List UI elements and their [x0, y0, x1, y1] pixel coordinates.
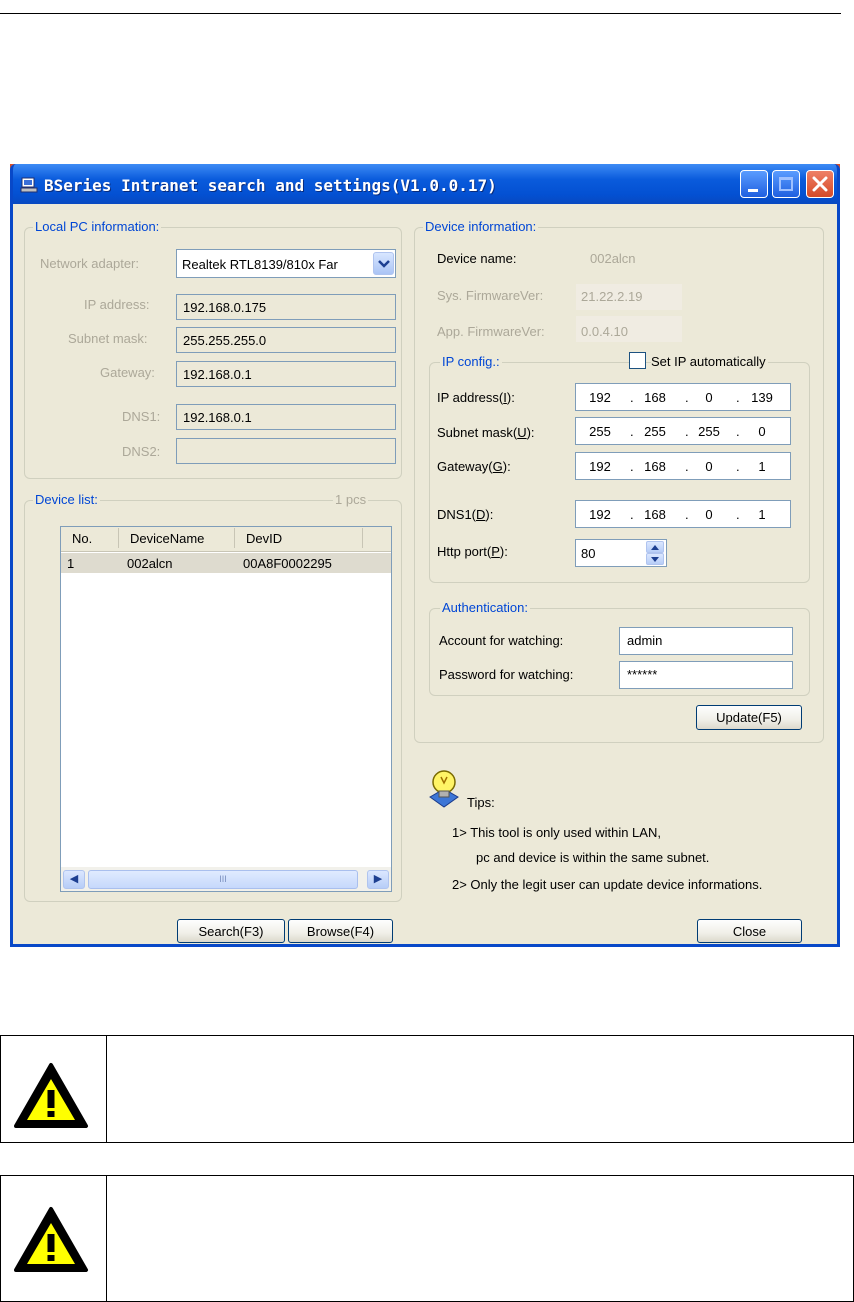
device-info-label: Device information:: [425, 219, 537, 234]
ip-dot: .: [736, 390, 740, 405]
close-window-button[interactable]: [806, 170, 834, 198]
network-adapter-select[interactable]: [176, 249, 396, 278]
ip-dot: .: [685, 507, 689, 522]
column-header-devid[interactable]: DevID: [246, 531, 283, 546]
ip-dot: .: [736, 507, 740, 522]
column-separator[interactable]: [118, 528, 119, 548]
ip-octet-1[interactable]: 192: [589, 390, 611, 405]
pc-subnet-field: 255.255.255.0: [176, 327, 396, 353]
minimize-icon: [748, 189, 758, 192]
page-top-rule: [0, 13, 841, 14]
scroll-thumb[interactable]: III: [88, 870, 358, 889]
dns1-octet-1[interactable]: 192: [589, 507, 611, 522]
ip-address-input[interactable]: [575, 383, 791, 411]
gateway-octet-2[interactable]: 168: [644, 459, 666, 474]
app-firmware-value: 0.0.4.10: [581, 324, 628, 339]
gateway-octet-1[interactable]: 192: [589, 459, 611, 474]
tips-line-2: pc and device is within the same subnet.: [476, 850, 710, 865]
subnet-octet-2[interactable]: 255: [644, 424, 666, 439]
gateway-input[interactable]: [575, 452, 791, 480]
close-icon: [812, 176, 828, 192]
maximize-button[interactable]: [772, 170, 800, 198]
http-port-input[interactable]: [575, 539, 667, 567]
port-spin-up-button[interactable]: [646, 541, 664, 553]
dns1-label: DNS1(D):: [437, 507, 494, 522]
ip-dot: .: [685, 390, 689, 405]
arrow-up-icon: [651, 544, 659, 550]
maximize-icon: [779, 177, 793, 191]
pc-subnet-label: Subnet mask:: [68, 331, 148, 346]
account-input[interactable]: admin: [619, 627, 793, 655]
row-devicename-cell: 002alcn: [127, 556, 173, 571]
network-adapter-label: Network adapter:: [40, 256, 139, 271]
ip-dot: .: [630, 459, 634, 474]
ip-dot: .: [736, 424, 740, 439]
warning-note-box: [0, 1175, 854, 1302]
device-name-value: 002alcn: [590, 251, 636, 266]
browse-button[interactable]: Browse(F4): [288, 919, 393, 943]
column-separator[interactable]: [362, 528, 363, 548]
subnet-mask-label: Subnet mask(U):: [437, 425, 535, 440]
subnet-mask-input[interactable]: [575, 417, 791, 445]
ip-dot: .: [630, 424, 634, 439]
ip-octet-3[interactable]: 0: [705, 390, 713, 405]
window-title: BSeries Intranet search and settings(V1.0.0.17): [44, 176, 497, 195]
sys-firmware-label: Sys. FirmwareVer:: [437, 288, 544, 303]
tips-line-1: 1> This tool is only used within LAN,: [452, 825, 661, 840]
port-spin-down-button[interactable]: [646, 553, 664, 565]
dns1-input[interactable]: [575, 500, 791, 528]
account-label: Account for watching:: [439, 633, 564, 648]
dns1-octet-4[interactable]: 1: [758, 507, 766, 522]
ip-dot: .: [630, 390, 634, 405]
app-computer-icon: [20, 176, 38, 194]
tips-title: Tips:: [467, 795, 495, 810]
pc-dns1-field: 192.168.0.1: [176, 404, 396, 430]
pc-dns1-label: DNS1:: [122, 409, 161, 424]
device-list-header: [61, 527, 391, 552]
password-input[interactable]: ******: [619, 661, 793, 689]
local-pc-group-label: Local PC information:: [35, 219, 160, 234]
arrow-down-icon: [651, 557, 659, 563]
network-adapter-value: Realtek RTL8139/810x Far: [182, 257, 338, 272]
sys-firmware-value: 21.22.2.19: [581, 289, 643, 304]
ip-dot: .: [630, 507, 634, 522]
dropdown-button[interactable]: [373, 252, 394, 275]
warning-note-box: [0, 1035, 854, 1143]
close-button[interactable]: Close: [697, 919, 802, 943]
ip-address-label: IP address(I):: [437, 390, 515, 405]
row-devid-cell: 00A8F0002295: [243, 556, 332, 571]
subnet-octet-1[interactable]: 255: [589, 424, 611, 439]
warning-triangle-icon: [13, 1206, 89, 1274]
table-row[interactable]: [61, 553, 391, 573]
update-button[interactable]: Update(F5): [696, 705, 802, 730]
device-list-view[interactable]: [60, 526, 392, 892]
ip-octet-2[interactable]: 168: [644, 390, 666, 405]
warning-box-divider: [106, 1175, 107, 1302]
pc-ip-label: IP address:: [84, 297, 150, 312]
subnet-octet-3[interactable]: 255: [698, 424, 720, 439]
tips-lightbulb-icon: [424, 767, 464, 811]
chevron-down-icon: [378, 259, 390, 269]
warning-triangle-icon: [13, 1062, 89, 1130]
warning-box-divider: [106, 1035, 107, 1143]
gateway-label: Gateway(G):: [437, 459, 511, 474]
tips-line-3: 2> Only the legit user can update device informations.: [452, 877, 763, 892]
set-ip-auto-label[interactable]: Set IP automatically: [651, 354, 766, 369]
ip-config-label: IP config.:: [442, 354, 500, 369]
scroll-right-button[interactable]: ▶: [367, 870, 389, 889]
column-header-no[interactable]: No.: [72, 531, 93, 546]
scroll-left-button[interactable]: ◀: [63, 870, 85, 889]
gateway-octet-4[interactable]: 1: [758, 459, 766, 474]
pc-gateway-label: Gateway:: [100, 365, 155, 380]
row-no-cell: 1: [67, 556, 75, 571]
authentication-label: Authentication:: [442, 600, 529, 615]
ip-dot: .: [685, 424, 689, 439]
device-count: 1 pcs: [335, 492, 367, 507]
dns1-octet-2[interactable]: 168: [644, 507, 666, 522]
column-separator[interactable]: [234, 528, 235, 548]
column-header-devicename[interactable]: DeviceName: [130, 531, 205, 546]
ip-octet-4[interactable]: 139: [751, 390, 773, 405]
http-port-label: Http port(P):: [437, 544, 508, 559]
password-label: Password for watching:: [439, 667, 574, 682]
pc-dns2-field: [176, 438, 396, 464]
ip-dot: .: [685, 459, 689, 474]
dns1-octet-3[interactable]: 0: [705, 507, 713, 522]
pc-ip-field: 192.168.0.175: [176, 294, 396, 320]
device-list-label: Device list:: [35, 492, 98, 507]
app-firmware-label: App. FirmwareVer:: [437, 324, 545, 339]
http-port-value: 80: [581, 546, 596, 561]
search-button[interactable]: Search(F3): [177, 919, 285, 943]
gateway-octet-3[interactable]: 0: [705, 459, 713, 474]
ip-dot: .: [736, 459, 740, 474]
minimize-button[interactable]: [740, 170, 768, 198]
subnet-octet-4[interactable]: 0: [758, 424, 766, 439]
pc-dns2-label: DNS2:: [122, 444, 161, 459]
device-name-label: Device name:: [437, 251, 517, 266]
set-ip-auto-checkbox[interactable]: [629, 352, 646, 369]
pc-gateway-field: 192.168.0.1: [176, 361, 396, 387]
